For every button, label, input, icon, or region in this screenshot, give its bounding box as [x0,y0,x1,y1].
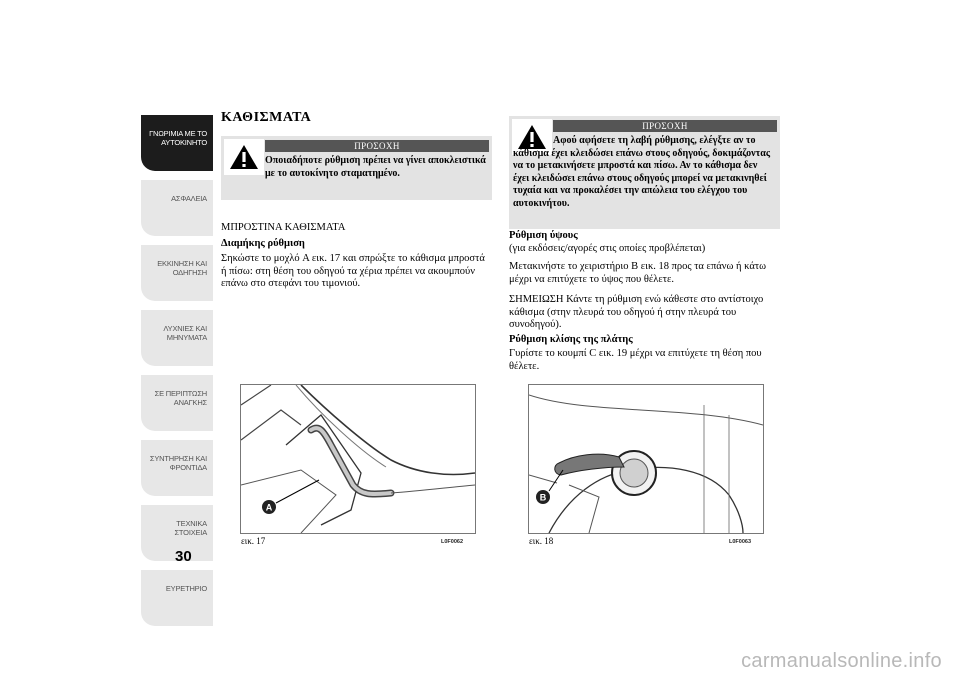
longitudinal-paragraph: Σηκώστε το μοχλό A εικ. 17 και σπρώξτε το κάθισμα μπροστά ή πίσω: στη θέση του οδηγού τα χέρια πρέπει να ακουμπούν επάνω στο στεφάνι του τιμονιού. [221,253,485,289]
tab-chapter-8[interactable]: ΕΥΡΕΤΗΡΙΟ [141,570,213,626]
tilt-paragraph: Γυρίστε το κουμπί C εικ. 19 μέχρι να επιτύχετε τη θέση που θέλετε. [509,348,762,372]
marker-a: A [265,502,273,513]
front-seats-title: ΜΠΡΟΣΤΙΝΑ ΚΑΘΙΣΜΑΤΑ [221,222,346,233]
seat-lever-illustration [241,385,475,533]
figure-17 [240,384,476,534]
warning-text: Οποιαδήποτε ρύθμιση πρέπει να γίνει αποκλειστικά με το αυτοκίνητο σταματημένο. [265,155,486,179]
note-paragraph: ΣΗΜΕΙΩΣΗ Κάντε τη ρύθμιση ενώ κάθεστε στο αντίστοιχο κάθισμα (στην πλευρά του οδηγού ή στην πλευρά του συνοδηγού). [509,294,764,330]
tab-chapter-5[interactable]: ΣΕ ΠΕΡΙΠΤΩΣΗ ΑΝΑΓΚΗΣ [141,375,213,431]
watermark: carmanualsonline.info [741,650,942,672]
caption-fig17: εικ. 17 [241,536,266,546]
figure-18 [528,384,764,534]
height-note: (για εκδόσεις/αγορές στις οποίες προβλέπεται) [509,242,706,254]
tilt-heading: Ρύθμιση κλίσης της πλάτης [509,333,633,345]
tab-chapter-4[interactable]: ΛΥΧΝΙΕΣ ΚΑΙ ΜΗΝΥΜΑΤΑ [141,310,213,366]
caption-fig18: εικ. 18 [529,536,554,546]
warning-box [221,136,492,200]
section-title: ΚΑΘΙΣΜΑΤΑ [221,110,312,125]
tab-chapter-2[interactable]: ΑΣΦΑΛΕΙΑ [141,180,213,236]
code-fig17: L0F0062 [441,539,464,545]
longitudinal-heading: Διαμήκης ρύθμιση [221,237,305,249]
page-number: 30 [175,548,192,565]
warning-heading: ΠΡΟΣΟΧΗ [265,140,489,152]
warning-box-2 [509,116,780,229]
code-fig18: L0F0063 [729,539,752,545]
tab-chapter-1[interactable]: ΓΝΩΡΙΜΙΑ ΜΕ ΤΟ ΑΥΤΟΚΙΝΗΤΟ [141,115,213,171]
warning-icon [224,139,264,175]
height-lever-illustration [529,385,763,533]
tab-chapter-3[interactable]: ΕΚΚΙΝΗΣΗ ΚΑΙ ΟΔΗΓΗΣΗ [141,245,213,301]
height-paragraph: Μετακινήστε το χειριστήριο B εικ. 18 προς τα επάνω ή κάτω μέχρι να επιτύχετε το ύψος που θέλετε. [509,261,766,285]
height-heading: Ρύθμιση ύψους [509,230,578,241]
tab-chapter-6[interactable]: ΣΥΝΤΗΡΗΣΗ ΚΑΙ ΦΡΟΝΤΙΔΑ [141,440,213,496]
warning-text-2: Αφού αφήσετε τη λαβή ρύθμισης, ελέγξτε αν το κάθισμα έχει κλειδώσει επάνω στους οδηγούς, δοκιμάζοντας να το μετακινήσετε μπροστά και πίσω. Αν το κάθισμα δεν έχει κλειδώσει επάνω στους οδηγούς μπορεί να μετακινηθεί τυχαία και να προκαλέσει την απώλεια του ελέγχου του αυτοκινήτου. [513,135,771,209]
tab-chapter-7[interactable]: ΤΕΧΝΙΚΑ ΣΤΟΙΧΕΙΑ [141,505,213,561]
right-column [509,116,780,373]
marker-b: B [539,492,547,503]
left-column [221,110,492,291]
warning-heading-2: ΠΡΟΣΟΧΗ [553,120,777,132]
